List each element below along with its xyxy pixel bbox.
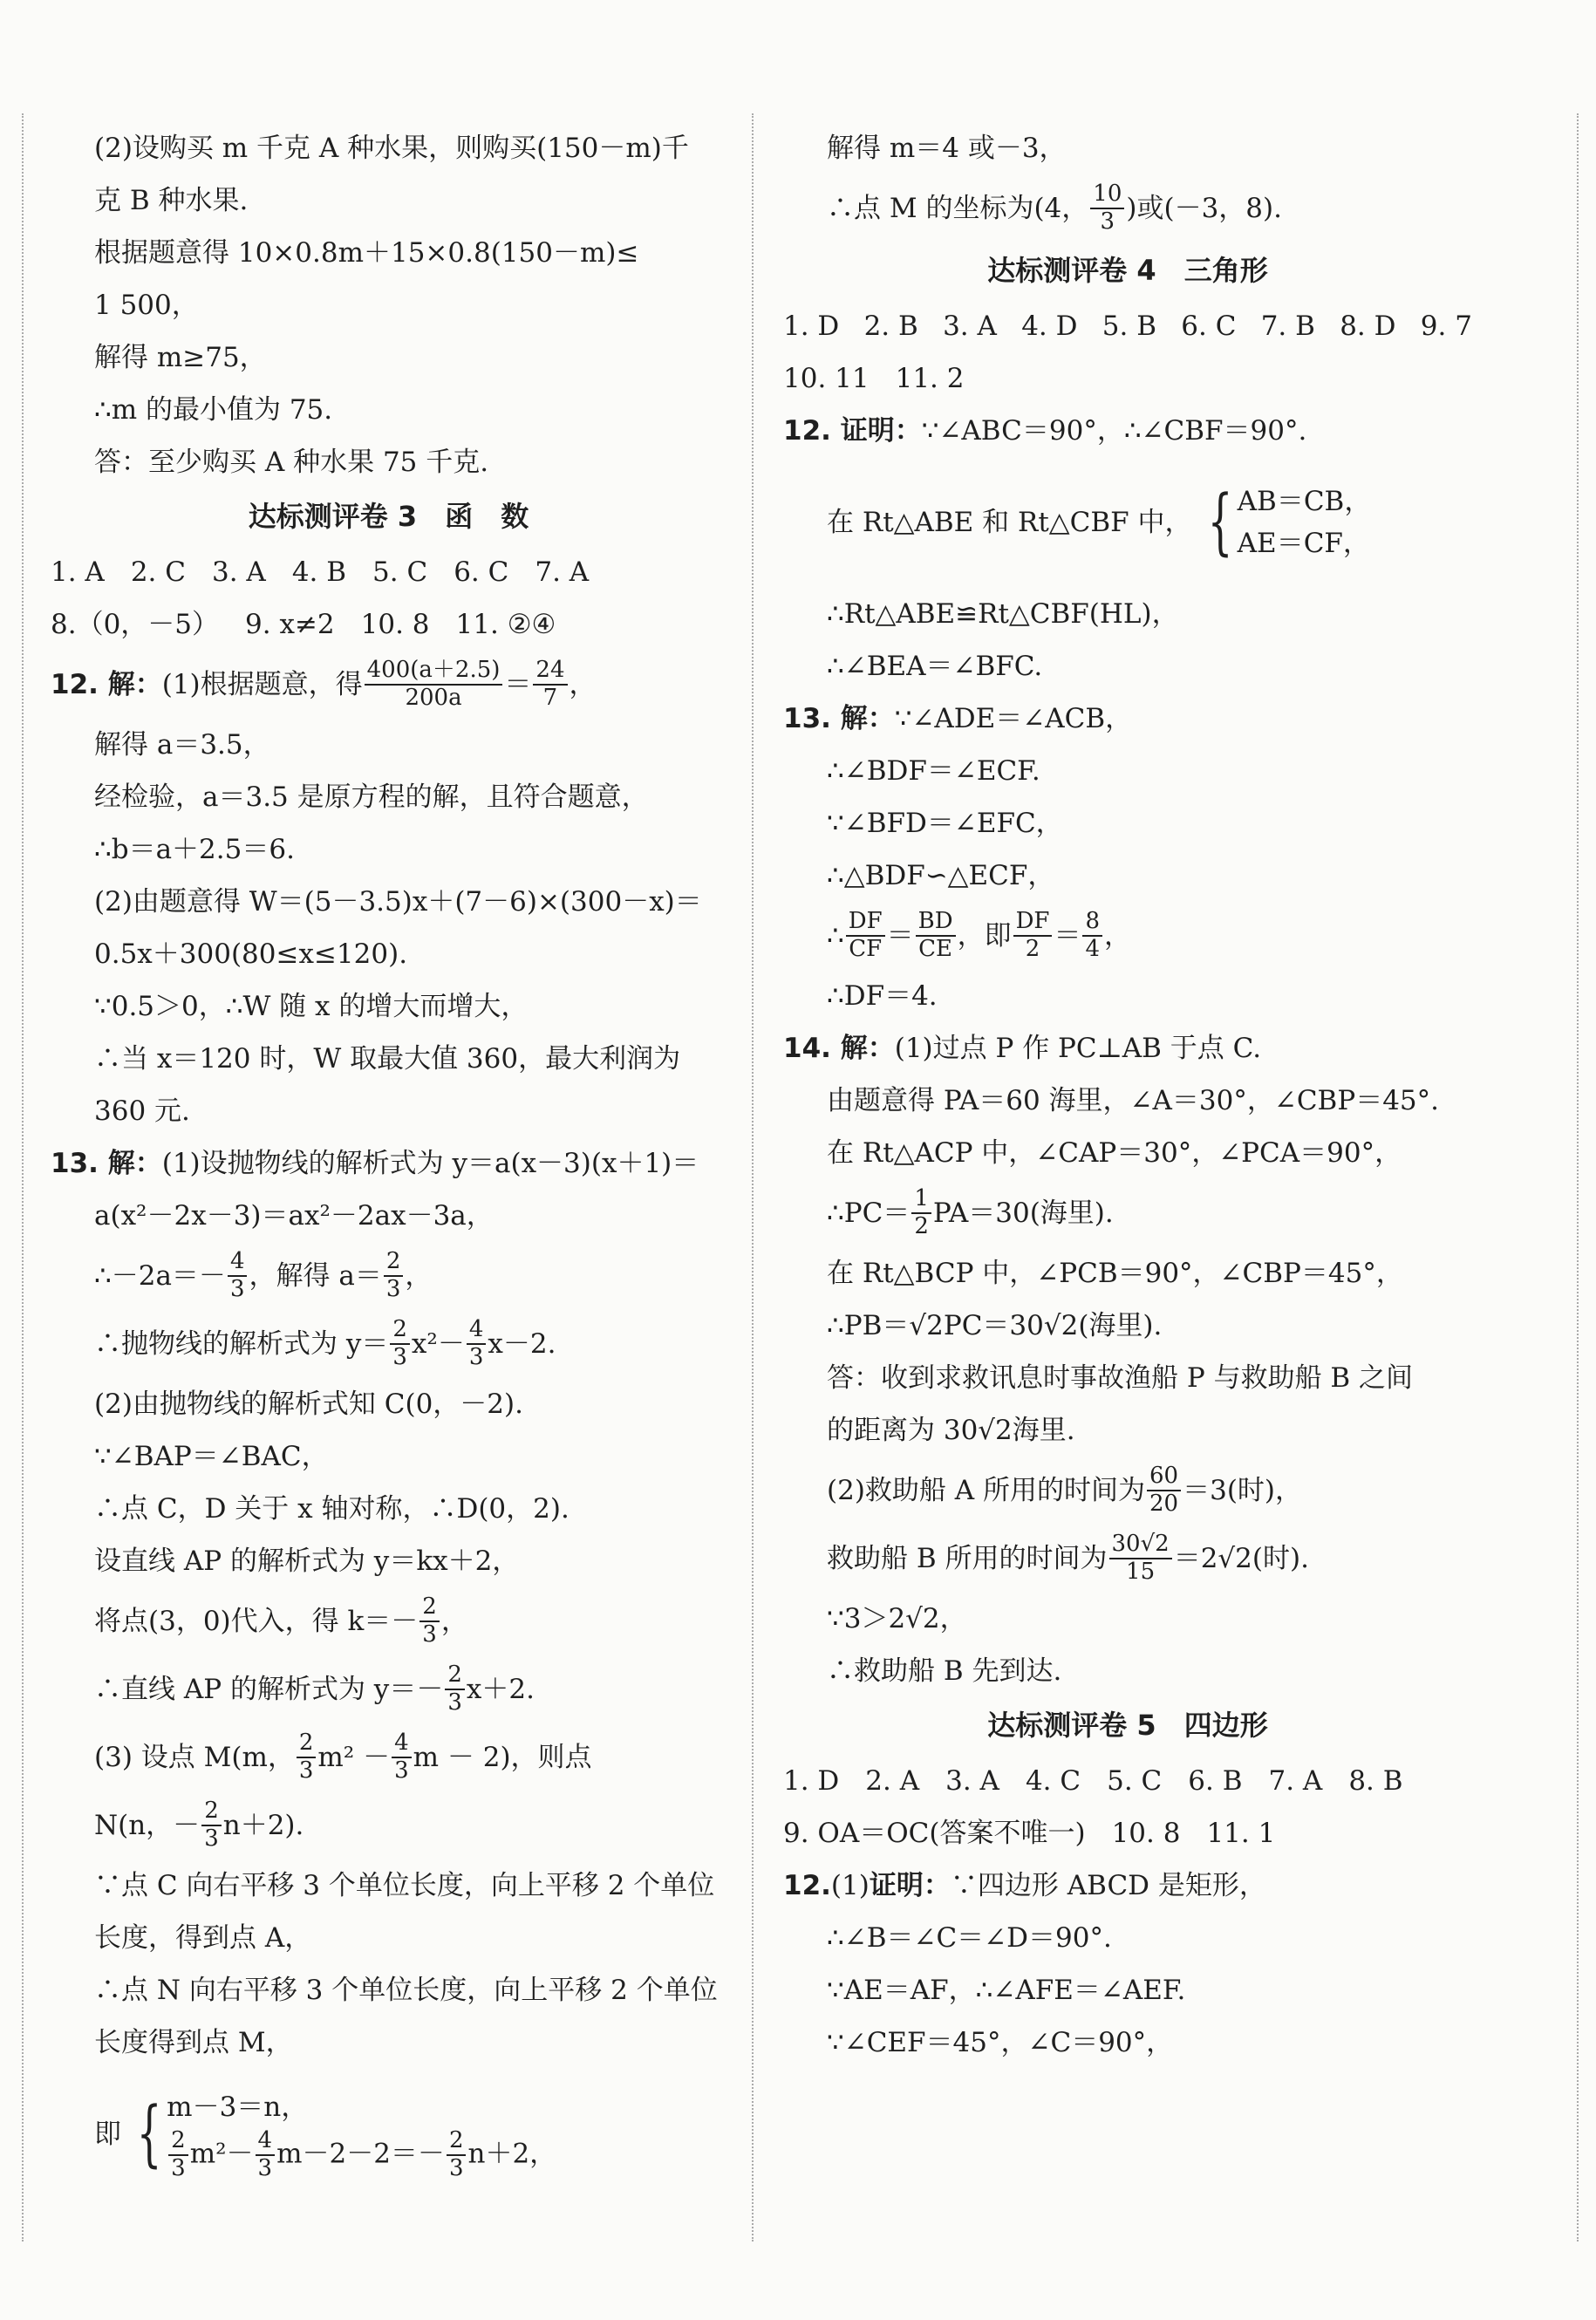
text-line [51,1791,726,1859]
denominator: 20 [1149,1491,1179,1517]
text-line: (2)设购买 m 千克 A 种水果，则购买(150－m)千 [94,132,689,164]
denominator: 3 [229,1276,245,1302]
answer-row [783,352,1472,405]
text-line: ∵∠BAP＝∠BAC， [94,1440,329,1472]
denominator: 15 [1126,1559,1156,1585]
denominator: 3 [392,1344,407,1370]
fraction [533,658,567,712]
text-line [783,902,1472,970]
text: (2)救助船 A 所用的时间为 [827,1474,1146,1506]
answer: 9. OA＝OC(答案不唯一) [783,1817,1086,1849]
text-line: ∴∠B＝∠C＝∠D＝90°. [827,1921,1112,1954]
answer: 6. C [454,556,509,588]
brace [126,2086,556,2182]
numerator: 2 [419,1594,440,1622]
answer: 8. B [1348,1764,1403,1797]
numerator: 1 [911,1186,931,1214]
fraction [1082,909,1102,963]
answer: 1. D [783,310,840,342]
text-line: ∴∠BEA＝∠BFC. [827,650,1043,682]
text: ，解得 a＝ [249,1259,382,1292]
numerator: BD [916,909,956,937]
text-line: 的距离为 30√2海里. [827,1414,1075,1446]
text: ， [1104,919,1132,952]
answer: 9. 7 [1420,310,1472,342]
answer: 11. 1 [1206,1817,1276,1849]
numerator: 4 [228,1249,248,1277]
text-line: ∴PB＝√2PC＝30√2(海里). [827,1309,1163,1341]
answer: 1. D [783,1764,840,1797]
q13-line1 [783,693,1472,745]
denominator: CE [918,936,953,962]
numerator: 2 [168,2128,188,2156]
right-column [783,122,1472,2069]
text: m － 2)，则点 [413,1741,592,1773]
answer: 6. C [1181,310,1237,342]
text-line [51,1723,726,1791]
text-line: 长度，得到点 A， [94,1921,312,1954]
text-line: 360 元. [94,1095,190,1127]
text-line: 1 500， [94,289,199,321]
text: ∵四边形 ABCD 是矩形， [950,1869,1266,1901]
text: (1)设抛物线的解析式为 y＝a(x－3)(x＋1)＝ [161,1147,699,1179]
text: ， [405,1259,433,1292]
section-heading-4: 达标测评卷 4 三角形 [987,254,1268,288]
answer: 1. A [51,556,105,588]
text-line: (2)由抛物线的解析式知 C(0，－2). [94,1388,523,1420]
text-line: ∵点 C 向右平移 3 个单位长度，向上平移 2 个单位 [94,1869,715,1901]
text: m²－ [189,2138,254,2170]
answer: 11. ②④ [455,608,556,640]
fraction [846,909,885,963]
text: (1)根据题意，得 [161,668,363,700]
answer: 6. B [1188,1764,1243,1797]
numerator: 2 [447,2128,467,2156]
answer: 4. C [1025,1764,1081,1797]
system-row [167,2128,556,2182]
fraction [228,1249,248,1303]
numerator: 2 [297,1730,317,1758]
text: PA＝30(海里). [932,1197,1114,1229]
q12-line1 [783,1859,1472,1912]
numerator: 2 [384,1249,404,1277]
question-number: 12. 证明： [783,414,922,447]
answer: 7. A [1268,1764,1323,1797]
fraction [911,1186,931,1240]
answer: 4. B [291,556,347,588]
text: 救助船 B 所用的时间为 [827,1542,1108,1574]
text: m－2－2＝－ [276,2138,445,2170]
answer-row [783,1807,1472,1859]
text-line [51,1655,726,1723]
answer: 9. x≠2 [245,608,335,640]
answer: 10. 11 [783,362,870,394]
text-line [783,1525,1472,1593]
text-line: ∵0.5＞0，∴W 随 x 的增大而增大， [94,990,529,1022]
text: x＋2. [466,1673,535,1705]
answer-row [783,1755,1472,1807]
text: 在 Rt△ABE 和 Rt△CBF 中， [827,506,1192,538]
question-number: 12. 解： [51,668,162,700]
text: ， [569,668,597,700]
answer-row [783,300,1472,352]
answer: 3. A [211,556,266,588]
text: n＋2， [467,2138,557,2170]
equation-system [783,457,1472,588]
text: ∴ [827,919,844,952]
text-line: 解得 m≥75， [94,341,267,373]
denominator: 2 [1025,936,1040,962]
numerator: 8 [1082,909,1102,937]
text-line: 解得 m＝4 或－3， [827,132,1067,164]
text-line [783,174,1472,242]
text-line: 答：收到求救讯息时事故渔船 P 与救助船 B 之间 [827,1361,1414,1394]
text: 将点(3，0)代入，得 k＝－ [94,1605,419,1637]
numerator: DF [846,909,885,937]
numerator: DF [1013,909,1053,937]
text: ， [440,1605,468,1637]
fraction [392,1730,412,1784]
denominator: 2 [914,1213,929,1239]
left-margin-rule [22,113,24,2242]
text: ＝ [504,668,532,700]
answer: 5. B [1102,310,1156,342]
text: (1)过点 P 作 PC⊥AB 于点 C. [894,1032,1262,1064]
brace-rows [167,2086,556,2182]
denominator: 3 [385,1276,401,1302]
text: m² － [317,1741,391,1773]
q14-line1 [783,1022,1472,1075]
q12-line1 [783,405,1472,457]
answer-row [51,598,726,651]
answer: 2. C [130,556,186,588]
text-line: 由题意得 PA＝60 海里，∠A＝30°，∠CBP＝45°. [827,1084,1439,1116]
text: ∴PC＝ [827,1197,911,1229]
text-line: ∴救助船 B 先到达. [827,1655,1062,1687]
text-line: 经检验，a＝3.5 是原方程的解，且符合题意， [94,781,649,813]
question-number: 13. 解： [51,1147,162,1179]
text-line: ∵AE＝AF，∴∠AFE＝∠AEF. [827,1974,1186,2006]
question-number: 12. [783,1869,831,1901]
denominator: 4 [1085,936,1101,962]
fraction [297,1730,317,1784]
denominator: 200a [405,685,462,711]
brace-symbol: { [1207,481,1232,563]
text-line: ∵∠CEF＝45°，∠C＝90°， [827,2026,1174,2058]
proof-label: 证明： [869,1869,951,1901]
system-row: AE＝CF， [1237,528,1370,559]
denominator: CF [849,936,883,962]
text-line: ∴∠BDF＝∠ECF. [827,754,1040,787]
text-line [51,1587,726,1655]
fraction [1090,181,1124,235]
fraction [419,1594,440,1648]
answer: 3. A [945,1764,999,1797]
text-line: a(x²－2x－3)＝ax²－2ax－3a， [94,1199,494,1232]
text-line: ∴b＝a＋2.5＝6. [94,833,295,865]
text: ∴点 M 的坐标为(4， [827,192,1089,224]
numerator: 2 [390,1317,410,1345]
denominator: 3 [422,1621,437,1648]
answer: 10. 8 [360,608,430,640]
text: 即 [94,2118,121,2150]
denominator: 3 [298,1757,314,1784]
fraction [365,658,503,712]
fraction [201,1798,222,1853]
text: ＝2√2(时). [1173,1542,1309,1574]
numerator: 2 [445,1662,465,1690]
numerator: 4 [392,1730,412,1758]
text: ∵∠ADE＝∠ACB， [894,702,1133,734]
fraction [447,2128,467,2182]
text-line: 在 Rt△BCP 中，∠PCB＝90°，∠CBP＝45°， [827,1257,1403,1289]
fraction [256,2128,276,2182]
answer: 11. 2 [895,362,965,394]
fraction [384,1249,404,1303]
answer-row [51,546,726,598]
text-line [51,1310,726,1378]
text: n＋2). [222,1809,304,1841]
text-line: ∴点 N 向右平移 3 个单位长度，向上平移 2 个单位 [94,1974,718,2006]
text-line: 设直线 AP 的解析式为 y＝kx＋2， [94,1545,520,1577]
answer: 2. A [865,1764,920,1797]
equation-system [51,2069,726,2200]
answer: 7. A [535,556,590,588]
denominator: 3 [468,1344,484,1370]
brace-symbol: { [136,2091,162,2175]
text: x－2. [488,1327,556,1360]
text-line [783,1179,1472,1247]
text: ，即 [957,919,1012,952]
denominator: 3 [171,2155,186,2182]
text-line: 在 Rt△ACP 中，∠CAP＝30°，∠PCA＝90°， [827,1136,1402,1169]
text-line: 0.5x＋300(80≤x≤120). [94,938,408,970]
denominator: 3 [447,1689,462,1716]
text-line: 长度得到点 M， [94,2026,293,2058]
numerator: 400(a＋2.5) [365,658,503,686]
denominator: 3 [448,2155,464,2182]
text-line: ∵3＞2√2， [827,1602,967,1634]
fraction [1109,1532,1172,1586]
denominator: 3 [257,2155,273,2182]
q12-line1 [51,651,726,719]
text-line: ∴点 C，D 关于 x 轴对称，∴D(0，2). [94,1492,570,1525]
text-line: ∴△BDF∽△ECF， [827,859,1055,891]
left-column [51,122,726,2200]
text-line: 克 B 种水果. [94,184,249,216]
text: ∴－2a＝－ [94,1259,226,1292]
text-line: ∵∠BFD＝∠EFC， [827,807,1063,839]
numerator: 4 [256,2128,276,2156]
right-margin-rule [1577,113,1579,2242]
denominator: 3 [394,1757,409,1784]
numerator: 24 [533,658,567,686]
fraction [390,1317,410,1371]
denominator: 3 [204,1825,219,1852]
answer: 5. C [372,556,428,588]
fraction [467,1317,487,1371]
text: (1) [830,1869,870,1901]
text: ＝ [886,919,914,952]
text: ∴直线 AP 的解析式为 y＝－ [94,1673,444,1705]
text: ∵∠ABC＝90°，∴∠CBF＝90°. [921,414,1307,447]
numerator: 60 [1147,1464,1181,1491]
section-heading-3: 达标测评卷 3 函 数 [248,500,529,534]
text-line [51,1242,726,1310]
brace-rows [1238,481,1372,564]
text-line [783,1457,1472,1525]
answer: 5. C [1107,1764,1163,1797]
text-line: ∴m 的最小值为 75. [94,393,333,426]
fraction [168,2128,188,2182]
numerator: 10 [1090,181,1124,209]
q13-line1 [51,1137,726,1190]
question-number: 14. 解： [783,1032,895,1064]
text-line: ∴DF＝4. [827,979,938,1012]
text-line: ∴当 x＝120 时，W 取最大值 360，最大利润为 [94,1042,681,1075]
system-row: m－3＝n， [167,2091,309,2124]
answer: 3. A [943,310,997,342]
fraction [1147,1464,1181,1518]
text-line: ∴Rt△ABE≌Rt△CBF(HL)， [827,597,1179,630]
answer: 8.（0，－5） [51,608,220,640]
text: ＝3(时)， [1183,1474,1303,1506]
fraction [445,1662,465,1716]
text-line: (2)由题意得 W＝(5－3.5)x＋(7－6)×(300－x)＝ [94,885,702,918]
text: )或(－3，8). [1126,192,1282,224]
text-line: 解得 a＝3.5， [94,728,270,761]
text-line: 答：至少购买 A 种水果 75 千克. [94,446,489,478]
text: ∴抛物线的解析式为 y＝ [94,1327,389,1360]
answer: 7. B [1260,310,1315,342]
answer: 2. B [863,310,918,342]
question-number: 13. 解： [783,702,895,734]
numerator: 4 [467,1317,487,1345]
answer: 10. 8 [1111,1817,1181,1849]
numerator: 2 [201,1798,222,1826]
answer: 4. D [1021,310,1078,342]
text-line: 根据题意得 10×0.8m＋15×0.8(150－m)≤ [94,236,639,269]
column-divider [752,113,754,2242]
denominator: 7 [542,685,558,711]
fraction [916,909,956,963]
brace [1197,481,1372,564]
section-heading-5: 达标测评卷 5 四边形 [987,1709,1268,1743]
answer: 8. D [1340,310,1396,342]
text: x²－ [411,1327,465,1360]
numerator: 30√2 [1109,1532,1172,1559]
denominator: 3 [1100,208,1115,235]
fraction [1013,909,1053,963]
text: N(n，－ [94,1809,201,1841]
system-row: AB＝CB， [1237,485,1372,517]
text: ＝ [1054,919,1081,952]
text: (3) 设点 M(m， [94,1741,295,1773]
